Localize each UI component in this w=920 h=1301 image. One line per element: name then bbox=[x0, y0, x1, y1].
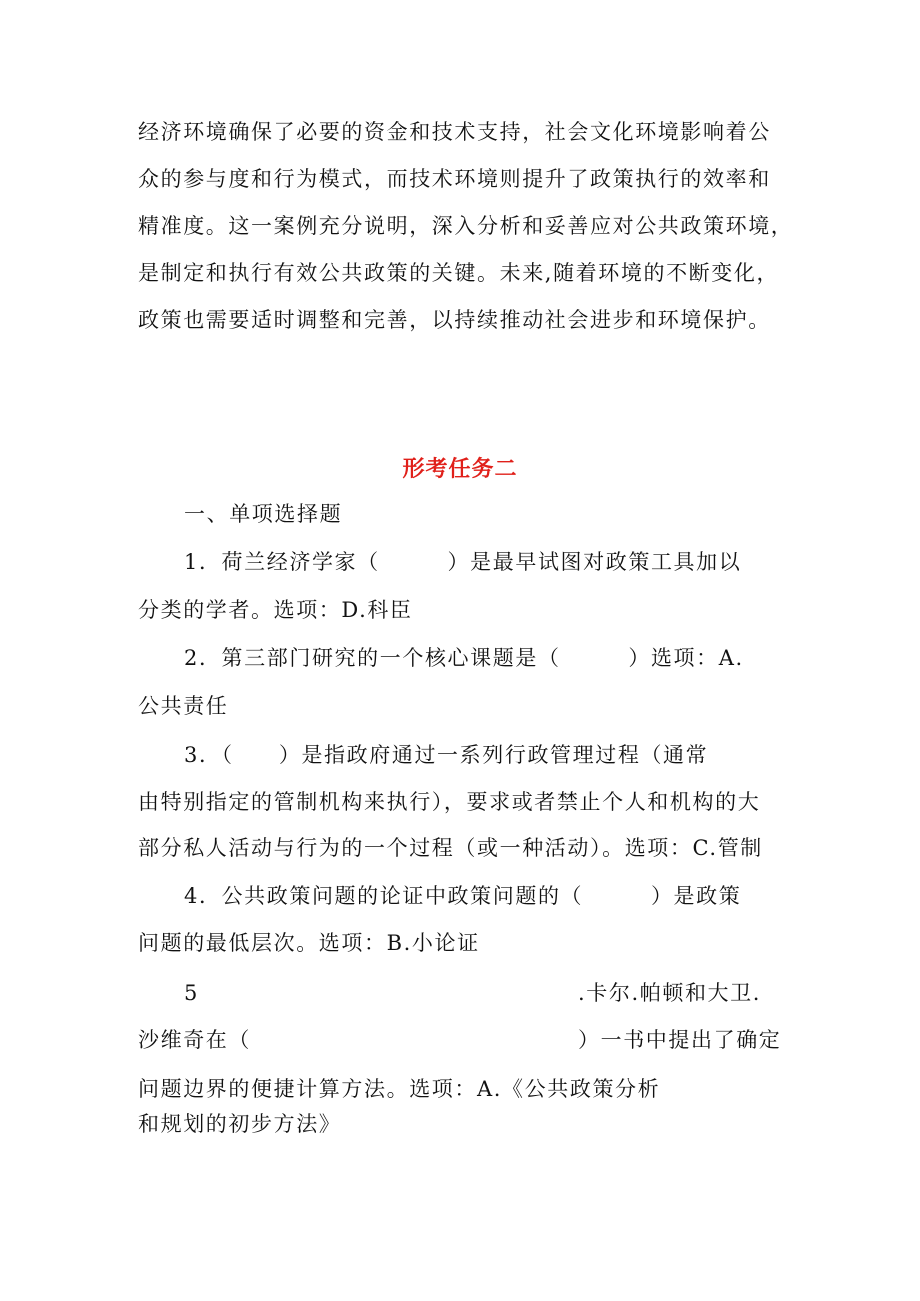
question-line: 分类的学者。选项：D.科臣 bbox=[138, 598, 413, 622]
question-line: 部分私人活动与行为的一个过程（或一种活动）。选项：C.管制 bbox=[138, 836, 763, 860]
question-line: 4．公共政策问题的论证中政策问题的（ ）是政策 bbox=[184, 884, 742, 908]
question-line: 由特别指定的管制机构来执行），要求或者禁止个人和机构的大 bbox=[138, 790, 761, 814]
intro-line: 众的参与度和行为模式，而技术环境则提升了政策执行的效率和 bbox=[138, 167, 771, 191]
question-line: 问题的最低层次。选项：B.小论证 bbox=[138, 931, 480, 955]
question-line: 公共责任 bbox=[138, 694, 229, 718]
question-number: 5 bbox=[184, 981, 199, 1005]
intro-line: 经济环境确保了必要的资金和技术支持，社会文化环境影响着公 bbox=[138, 120, 771, 144]
section-heading: 一、单项选择题 bbox=[184, 502, 343, 526]
question-line: 沙维奇在（ bbox=[138, 1028, 251, 1052]
intro-line: 政策也需要适时调整和完善，以持续推动社会进步和环境保护。 bbox=[138, 308, 771, 332]
question-line: 1．荷兰经济学家（ ）是最早试图对政策工具加以 bbox=[184, 550, 742, 574]
question-line: 和规划的初步方法》 bbox=[138, 1112, 342, 1136]
section-title: 形考任务二 bbox=[402, 456, 518, 482]
intro-line: 是制定和执行有效公共政策的关键。未来,随着环境的不断变化， bbox=[138, 261, 780, 285]
question-line: 问题边界的便捷计算方法。选项：A.《公共政策分析 bbox=[138, 1077, 661, 1101]
question-line: ）一书中提出了确定 bbox=[578, 1028, 782, 1052]
question-line: 3．（ ）是指政府通过一系列行政管理过程（通常 bbox=[184, 743, 709, 767]
question-line: .卡尔.帕顿和大卫. bbox=[578, 981, 762, 1005]
intro-line: 精准度。这一案例充分说明，深入分析和妥善应对公共政策环境， bbox=[138, 214, 794, 238]
question-line: 2．第三部门研究的一个核心课题是（ ）选项：A. bbox=[184, 646, 744, 670]
